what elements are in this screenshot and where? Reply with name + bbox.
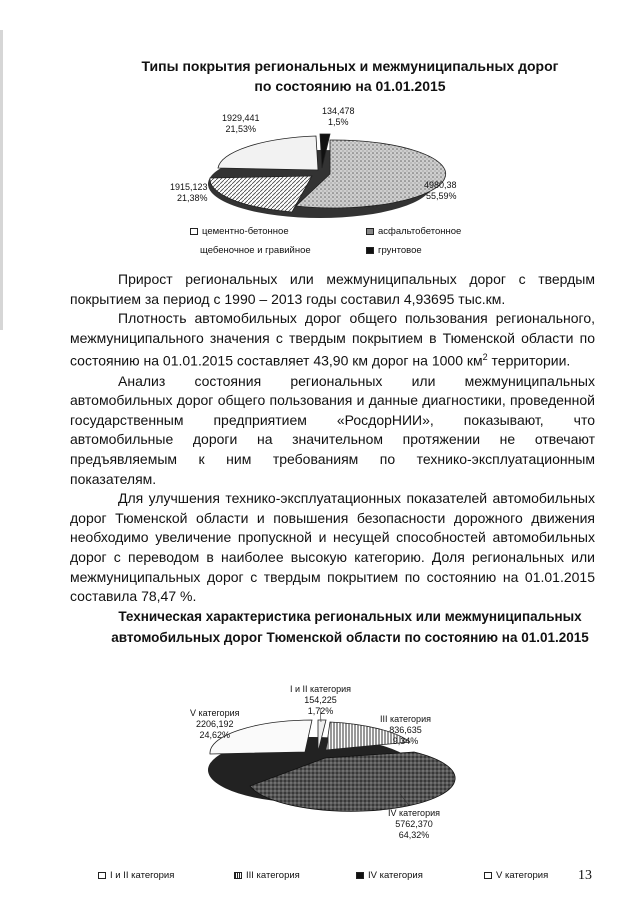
chart1-title-line2: по состоянию на 01.01.2015: [254, 78, 446, 94]
paragraph-density: Плотность автомобильных дорог общего пользования регионального, межмуниципального значения с твердым покрытием в Тюменской области по состоянию на 01.01.2015 составляет 43,90 км дорог на 1000 $км^2$ территории.: [70, 310, 595, 370]
legend-swatch-icon: [356, 872, 364, 879]
page-number: 13: [578, 868, 592, 883]
chart2-legend-cat3: III категория: [234, 870, 300, 881]
chart2-label-cat12: I и II категория 154,225 1,72%: [290, 684, 351, 716]
paragraph-growth: Прирост региональных или межмуниципальных дорог с твердым покрытием за период с 1990 – 2013 годы составил 4,93695 тыс.км.: [70, 271, 595, 307]
paragraph-analysis: Анализ состояния региональных или межмуниципальных автомобильных дорог общего пользования и данные диагностики, проведенной государственным предприятием «РосдорНИИ», показывают, что автомобильные дороги на значительном протяжении не отвечают предъявляемым к ним требованиям по технико-эксплуатационным показателям.: [70, 372, 595, 487]
chart1-label-ground: 134,478 1,5%: [322, 106, 355, 127]
chart1-legend-gravel: щебеночное и гравийное: [200, 245, 311, 256]
legend-swatch-icon: [190, 228, 198, 235]
legend-swatch-icon: [366, 228, 374, 235]
legend-swatch-icon: [484, 872, 492, 879]
legend-swatch-icon: [366, 247, 374, 254]
chart2-legend-cat12: I и II категория: [98, 870, 174, 881]
chart1-label-asphalt: 4980,38 55,59%: [424, 180, 457, 201]
chart1-legend-asphalt: асфальтобетонное: [366, 226, 461, 237]
chart1-label-gravel: 1915,123 21,38%: [170, 182, 208, 203]
chart1-legend-cement: цементно-бетонное: [190, 226, 289, 237]
chart1-slice-cement: [218, 136, 318, 170]
chart1-title-line1: Типы покрытия региональных и межмуниципальных дорог: [141, 58, 559, 74]
chart2-label-cat4: IV категория 5762,370 64,32%: [388, 808, 440, 840]
paragraph-improvement: Для улучшения технико-эксплуатационных показателей автомобильных дорог Тюменской области и повышения безопасности дорожного движения необходимо увеличение пропускной и несущей способностей автомобильных дорог с переводом в наиболее высокую категорию. Доля региональных или межмуниципальных дорог с твердым покрытием по состоянию на 01.01.2015 составила 78,47 %.: [70, 490, 595, 605]
chart2-legend-cat5: V категория: [484, 870, 548, 881]
chart2-label-cat5: V категория 2206,192 24,62%: [190, 708, 240, 740]
chart2-legend-cat4: IV категория: [356, 870, 423, 881]
chart1-label-cement: 1929,441 21,53%: [222, 113, 260, 134]
chart2-title-line2: автомобильных дорог Тюменской области по состоянию на 01.01.2015: [111, 630, 589, 645]
body-text: [70, 270, 595, 607]
legend-swatch-icon: [234, 872, 242, 879]
chart1-pie: [208, 134, 446, 218]
legend-swatch-icon: [98, 872, 106, 879]
chart2-title: [60, 606, 640, 648]
chart2-title-line1: Техническая характеристика региональных или межмуниципальных: [118, 609, 582, 624]
chart2-label-cat3: III категория 836,635 9,34%: [380, 714, 431, 746]
chart1-legend-ground: грунтовое: [366, 245, 422, 256]
